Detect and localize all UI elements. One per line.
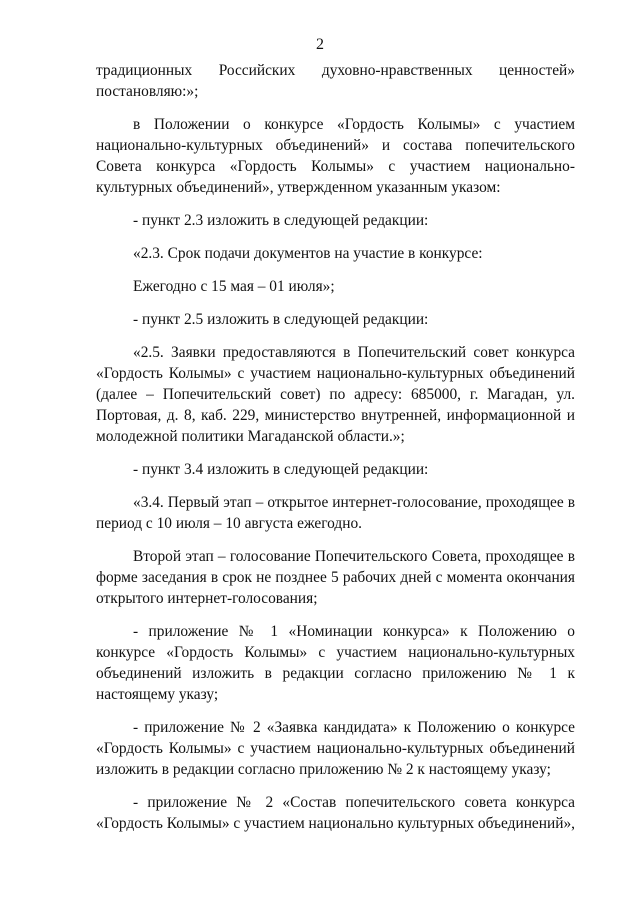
paragraph-text-2-3: «2.3. Срок подачи документов на участие в конкурсе: [133,245,483,262]
page-number: 2 [316,36,324,53]
paragraph-text-3-4-stage2: Второй этап – голосование Попечительского Совета, проходящее в форме заседания в срок не позднее 5 рабочих дней с момента окончания открытого интернет-голосования; [96,548,575,607]
paragraph-appendix-2-board: - приложение № 2 «Состав попечительского совета конкурса «Гордость Колымы» с участием национально культурных объединений», [96,794,576,832]
paragraph-item-2-3: - пункт 2.3 изложить в следующей редакции: [133,212,429,229]
paragraph-item-3-4: - пункт 3.4 изложить в следующей редакции: [133,461,429,478]
document-body [96,60,575,846]
paragraph-item-2-5: - пункт 2.5 изложить в следующей редакции: [133,311,429,328]
paragraph-text-3-4-stage1: «3.4. Первый этап – открытое интернет-голосование, проходящее в период с 10 июля – 10 августа ежегодно. [96,494,575,532]
paragraph-amendment-intro: в Положении о конкурсе «Гордость Колымы» с участием национально-культурных объединений» и состава попечительского Совета конкурса «Гордость Колымы» с участием национально-культурных объединений», утвержденном указанным указом: [96,116,575,196]
paragraph-continuation: традиционных Российских духовно-нравственных ценностей» постановляю:»; [96,62,575,100]
paragraph-appendix-1: - приложение № 1 «Номинации конкурса» к Положению о конкурсе «Гордость Колымы» с участием национально-культурных объединений изложить в редакции согласно приложению № 1 к настоящему указу; [96,623,575,703]
paragraph-text-2-5: «2.5. Заявки предоставляются в Попечительский совет конкурса «Гордость Колымы» с участием национально-культурных объединений (далее – Попечительский совет) по адресу: 685000, г. Магадан, ул. Портовая, д. 8, каб. 229, министерство внутренней, информационной и молодежной политики Магаданской области.»; [96,344,575,445]
paragraph-deadline: Ежегодно с 15 мая – 01 июля»; [133,278,335,295]
paragraph-appendix-2: - приложение № 2 «Заявка кандидата» к Положению о конкурсе «Гордость Колымы» с участием национально-культурных объединений изложить в редакции согласно приложению № 2 к настоящему указу; [96,719,575,778]
